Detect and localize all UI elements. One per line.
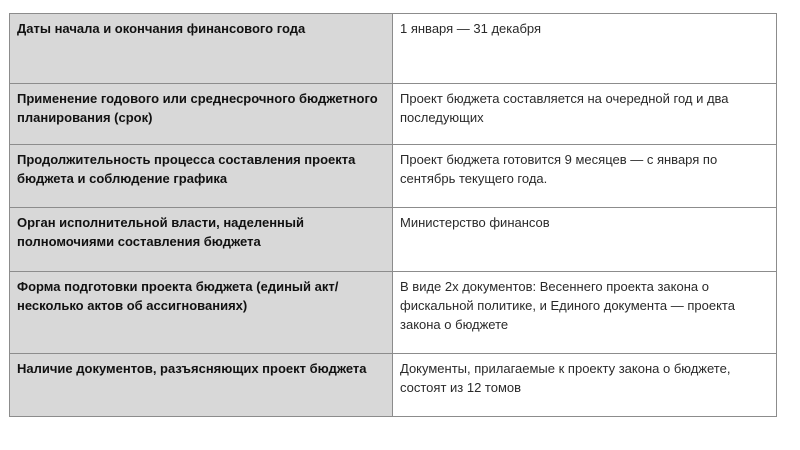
table-row (10, 354, 777, 417)
row-label-process-duration: Продолжительность процесса составления проекта бюджета и соблюдение графика (10, 145, 393, 208)
row-value-explanatory-documents: Документы, прилагаемые к проекту закона о бюджете, состоят из 12 томов (393, 354, 777, 417)
table-row (10, 14, 777, 84)
row-value-fiscal-year-dates: 1 января — 31 декабря (393, 14, 777, 84)
table-row (10, 272, 777, 354)
row-label-fiscal-year-dates: Даты начала и окончания финансового года (10, 14, 393, 84)
row-value-planning-term: Проект бюджета составляется на очередной год и два последующих (393, 84, 777, 145)
row-label-executive-body: Орган исполнительной власти, наделенный полномочиями составления бюджета (10, 208, 393, 272)
row-value-executive-body: Министерство финансов (393, 208, 777, 272)
row-value-budget-form: В виде 2х документов: Весеннего проекта закона о фискальной политике, и Единого документа — проекта закона о бюджете (393, 272, 777, 354)
row-label-planning-term: Применение годового или среднесрочного бюджетного планирования (срок) (10, 84, 393, 145)
row-label-explanatory-documents: Наличие документов, разъясняющих проект бюджета (10, 354, 393, 417)
row-value-process-duration: Проект бюджета готовится 9 месяцев — с января по сентябрь текущего года. (393, 145, 777, 208)
table-row (10, 84, 777, 145)
row-label-budget-form: Форма подготовки проекта бюджета (единый акт/несколько актов об ассигнованиях) (10, 272, 393, 354)
budget-process-table (9, 13, 777, 417)
table-row (10, 145, 777, 208)
table-row (10, 208, 777, 272)
